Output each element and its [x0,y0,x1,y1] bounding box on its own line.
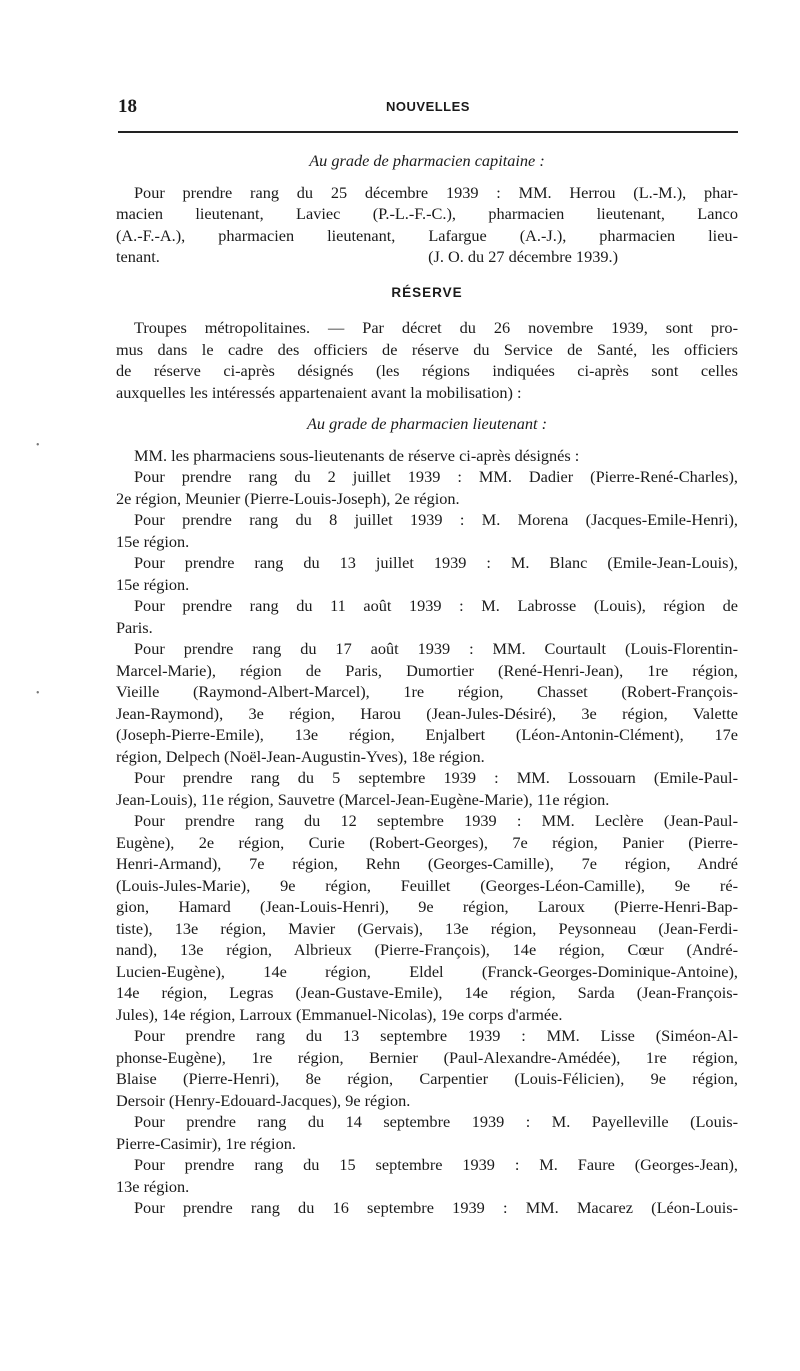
text-line: Pour prendre rang du 13 juillet 1939 : M. Blanc (Emile-Jean-Louis), [134,553,738,572]
text-line: gion, Hamard (Jean-Louis-Henri), 9e région, Laroux (Pierre-Henri-Bap- [116,897,738,916]
document-body [116,150,738,1219]
promotion-list [116,445,738,1219]
text-line: (Louis-Jules-Marie), 9e région, Feuillet (Georges-Léon-Camille), 9e ré- [116,875,738,895]
section-heading-capitaine: Au grade de pharmacien capitaine : [309,151,545,170]
text-line: 2e région, Meunier (Pierre-Louis-Joseph), 2e région. [116,488,460,508]
text-line: (Joseph-Pierre-Emile), 13e région, Enjalbert (Léon-Antonin-Clément), 17e [116,725,738,744]
text-line: Pour prendre rang du 2 juillet 1939 : MM. Dadier (Pierre-René-Charles), [134,467,738,486]
text-line: Pour prendre rang du 16 septembre 1939 : MM. Macarez (Léon-Louis- [134,1198,738,1217]
page-header [118,96,738,124]
text-line-left: tenant. [116,247,160,266]
text-line: Blaise (Pierre-Henri), 8e région, Carpentier (Louis-Félicien), 9e région, [116,1069,738,1088]
text-line: 14e région, Legras (Jean-Gustave-Emile), 14e région, Sarda (Jean-François- [116,983,738,1002]
text-line: tiste), 13e région, Mavier (Gervais), 13e région, Peysonneau (Jean-Ferdi- [116,918,738,938]
text-line: 15e région. [116,531,190,551]
text-line: Jules), 14e région, Larroux (Emmanuel-Nicolas), 19e corps d'armée. [116,1004,563,1024]
margin-dot: • [36,688,40,699]
text-line: Eugène), 2e région, Curie (Robert-Georges), 7e région, Panier (Pierre- [116,832,738,852]
text-line: Pour prendre rang du 17 août 1939 : MM. Courtault (Louis-Florentin- [134,639,738,658]
text-line: auxquelles les intéressés appartenaient avant la mobilisation) : [116,382,522,402]
text-line: 13e région. [116,1176,190,1196]
text-line: Henri-Armand), 7e région, Rehn (Georges-Camille), 7e région, André [116,854,738,873]
page-number: 18 [118,96,137,117]
text-line: Pour prendre rang du 11 août 1939 : M. Labrosse (Louis), région de [134,596,738,615]
text-line: macien lieutenant, Laviec (P.-L.-F.-C.), pharmacien lieutenant, Lanco [116,204,738,223]
section-heading-lieutenant: Au grade de pharmacien lieutenant : [306,414,548,433]
text-line: Jean-Louis), 11e région, Sauvetre (Marcel-Jean-Eugène-Marie), 11e région. [116,789,610,809]
text-line: Pour prendre rang du 12 septembre 1939 : MM. Leclère (Jean-Paul- [134,811,738,830]
text-line [116,246,738,268]
text-line: Troupes métropolitaines. — Par décret du 26 novembre 1939, sont pro- [134,318,738,337]
journal-reference: (J. O. du 27 décembre 1939.) [428,247,618,266]
text-line: de réserve ci-après désignés (les régions indiquées ci-après sont celles [116,361,738,380]
margin-dot: • [36,440,40,451]
text-line: Pour prendre rang du 13 septembre 1939 : MM. Lisse (Siméon-Al- [134,1026,738,1045]
text-line: région, Delpech (Noël-Jean-Augustin-Yves), 18e région. [116,746,485,766]
text-line: phonse-Eugène), 1re région, Bernier (Paul-Alexandre-Amédée), 1re région, [116,1047,738,1067]
text-line: Pour prendre rang du 25 décembre 1939 : MM. Herrou (L.-M.), phar- [134,182,738,202]
text-line: (A.-F.-A.), pharmacien lieutenant, Lafargue (A.-J.), pharmacien lieu- [116,225,738,245]
text-line: Lucien-Eugène), 14e région, Eldel (Franck-Georges-Dominique-Antoine), [116,961,738,981]
text-line: Paris. [116,617,153,637]
section-heading-reserve: RÉSERVE [391,284,463,300]
text-line: Pour prendre rang du 5 septembre 1939 : MM. Lossouarn (Emile-Paul- [134,768,738,787]
text-line: Dersoir (Henry-Edouard-Jacques), 9e région. [116,1090,411,1110]
text-line: MM. les pharmaciens sous-lieutenants de réserve ci-après désignés : [134,445,580,465]
text-line: Vieille (Raymond-Albert-Marcel), 1re région, Chasset (Robert-François- [116,682,738,701]
text-line: Jean-Raymond), 3e région, Harou (Jean-Jules-Désiré), 3e région, Valette [116,703,738,723]
text-line: Pierre-Casimir), 1re région. [116,1133,296,1153]
header-rule [118,131,738,133]
text-line: Pour prendre rang du 15 septembre 1939 : M. Faure (Georges-Jean), [134,1155,738,1174]
running-title: NOUVELLES [386,99,470,114]
text-line: mus dans le cadre des officiers de réserve du Service de Santé, les officiers [116,339,738,359]
text-line: 15e région. [116,574,190,594]
text-line: Pour prendre rang du 8 juillet 1939 : M. Morena (Jacques-Emile-Henri), [134,510,738,529]
text-line: nand), 13e région, Albrieux (Pierre-François), 14e région, Cœur (André- [116,940,738,959]
text-line: Pour prendre rang du 14 septembre 1939 : M. Payelleville (Louis- [134,1112,738,1131]
text-line: Marcel-Marie), région de Paris, Dumortier (René-Henri-Jean), 1re région, [116,660,738,680]
